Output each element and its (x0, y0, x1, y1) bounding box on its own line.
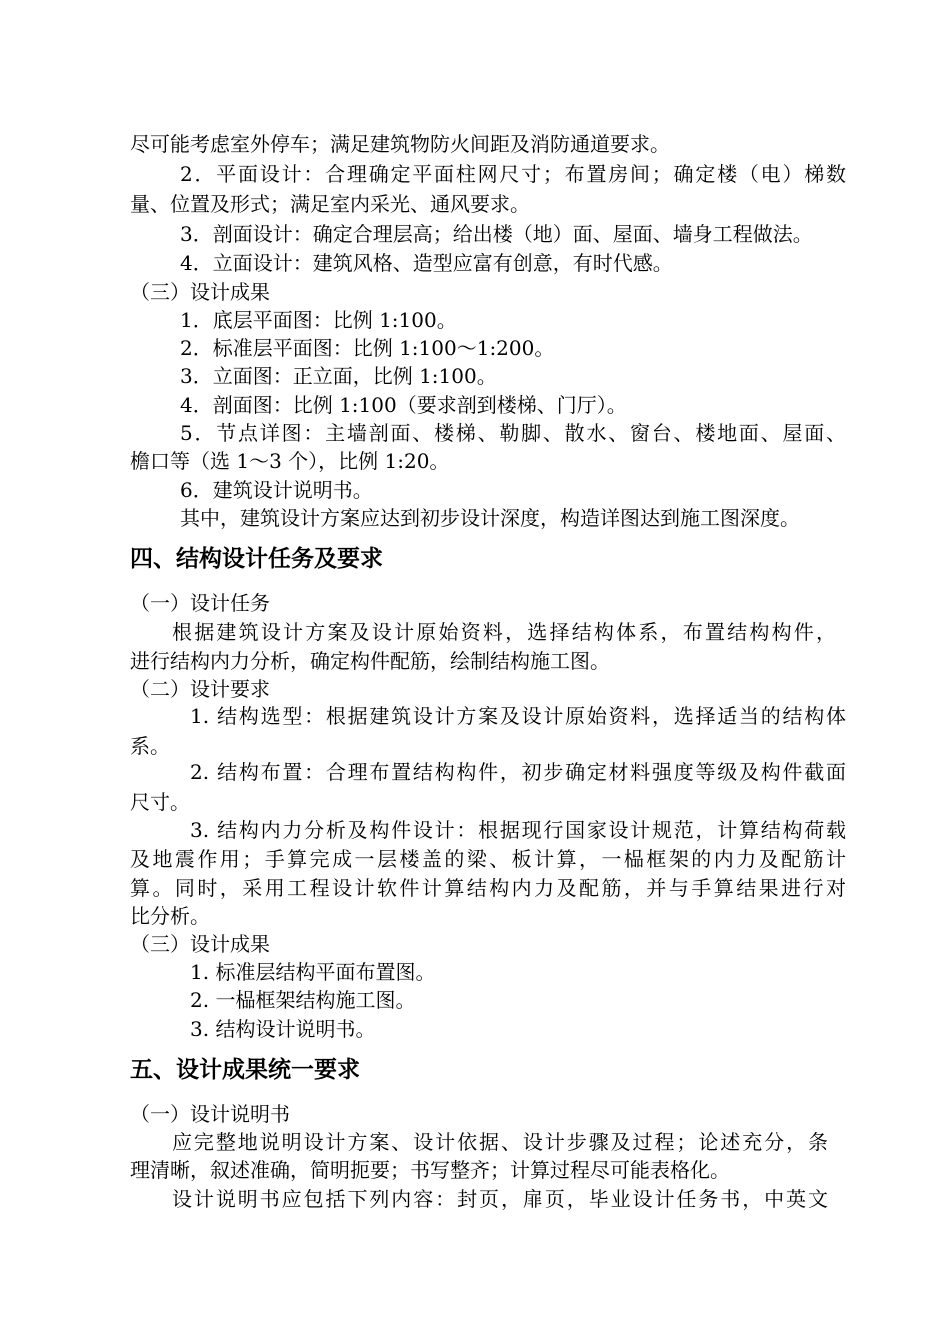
subheading: （一）设计说明书 (130, 1102, 290, 1126)
text-line: 尽可能考虑室外停车；满足建筑物防火间距及消防通道要求。 (130, 132, 670, 156)
subheading: （二）设计要求 (130, 677, 270, 701)
list-item: 3. 结构内力分析及构件设计：根据现行国家设计规范，计算结构荷载 (190, 818, 846, 842)
subheading: （三）设计成果 (130, 280, 270, 304)
subheading: （一）设计任务 (130, 591, 270, 615)
text-line: 量、位置及形式；满足室内采光、通风要求。 (130, 192, 530, 216)
text-line: 4．立面设计：建筑风格、造型应富有创意，有时代感。 (180, 251, 673, 275)
list-item: 2．标准层平面图：比例 1:100～1:200。 (180, 336, 555, 360)
text-line: 其中，建筑设计方案应达到初步设计深度，构造详图达到施工图深度。 (180, 506, 800, 530)
text-line: 2．平面设计：合理确定平面柱网尺寸；布置房间；确定楼（电）梯数 (180, 162, 846, 186)
list-item: 1. 标准层结构平面布置图。 (190, 960, 436, 984)
text-line: 及地震作用；手算完成一层楼盖的梁、板计算，一榀框架的内力及配筋计 (130, 847, 846, 871)
text-line: 根据建筑设计方案及设计原始资料，选择结构体系，布置结构构件， (172, 620, 836, 644)
list-item: 4．剖面图：比例 1:100（要求剖到楼梯、门厅）。 (180, 393, 627, 417)
list-item: 2. 结构布置：合理布置结构构件，初步确定材料强度等级及构件截面 (190, 760, 846, 784)
text-line: 设计说明书应包括下列内容：封页，扉页，毕业设计任务书，中英文 (172, 1187, 828, 1211)
text-line: 理清晰，叙述准确，简明扼要；书写整齐；计算过程尽可能表格化。 (130, 1158, 730, 1182)
list-item: 3. 结构设计说明书。 (190, 1017, 376, 1041)
text-line: 檐口等（选 1～3 个），比例 1:20。 (130, 449, 450, 473)
list-item: 3．立面图：正立面，比例 1:100。 (180, 364, 497, 388)
list-item: 1．底层平面图：比例 1:100。 (180, 308, 457, 332)
text-line: 算。同时，采用工程设计软件计算结构内力及配筋，并与手算结果进行对 (130, 876, 846, 900)
list-item: 2. 一榀框架结构施工图。 (190, 988, 416, 1012)
text-line: 进行结构内力分析，确定构件配筋，绘制结构施工图。 (130, 649, 610, 673)
text-line: 尺寸。 (130, 790, 190, 814)
section-heading: 四、结构设计任务及要求 (130, 546, 383, 572)
text-line: 比分析。 (130, 904, 210, 928)
list-item: 5．节点详图：主墙剖面、楼梯、勒脚、散水、窗台、楼地面、屋面、 (180, 421, 846, 445)
text-line: 应完整地说明设计方案、设计依据、设计步骤及过程；论述充分，条 (172, 1130, 828, 1154)
section-heading: 五、设计成果统一要求 (130, 1057, 360, 1083)
subheading: （三）设计成果 (130, 932, 270, 956)
text-line: 3．剖面设计：确定合理层高；给出楼（地）面、屋面、墙身工程做法。 (180, 222, 813, 246)
list-item: 6．建筑设计说明书。 (180, 478, 373, 502)
text-line: 系。 (130, 734, 170, 758)
list-item: 1. 结构选型：根据建筑设计方案及设计原始资料，选择适当的结构体 (190, 704, 846, 728)
